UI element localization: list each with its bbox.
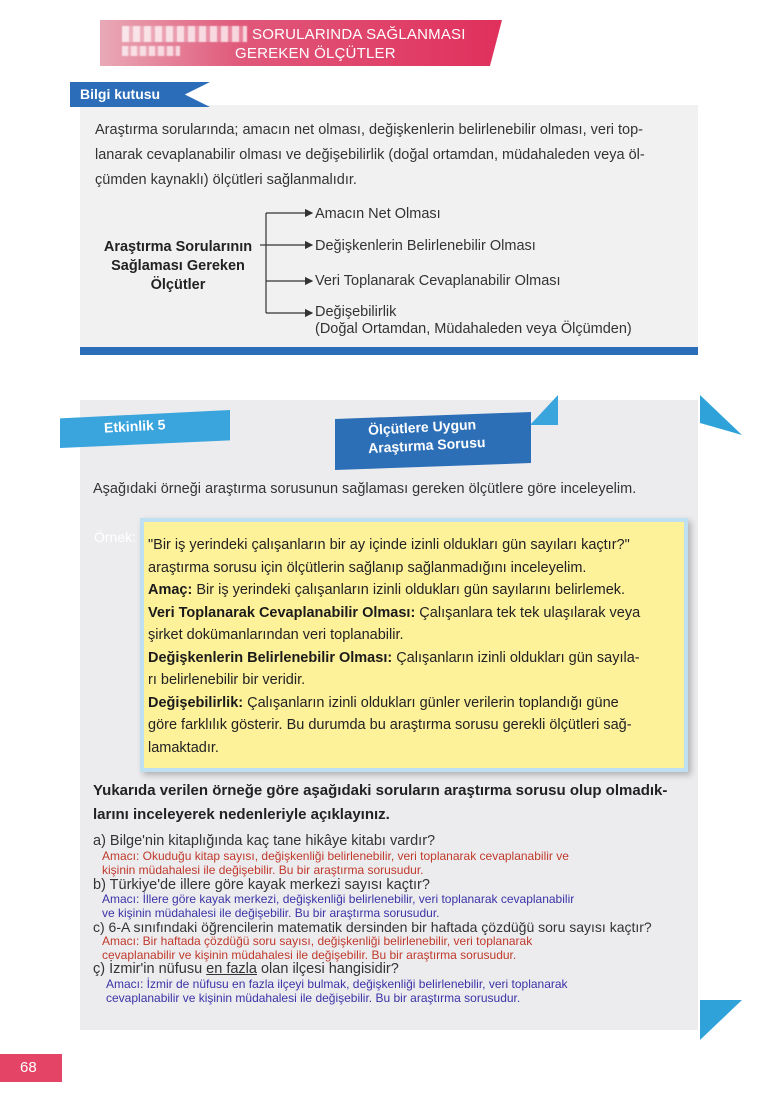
info-paragraph — [95, 118, 695, 193]
example-line: lamaktadır. — [148, 739, 219, 756]
question-text: ç) İzmir'in nüfusu — [93, 961, 207, 977]
answer-cc-line1[interactable]: Amacı: İzmir de nüfusu en fazla ilçeyi bulmak, değişkenliği belirlenebilir, veri toplanarak — [106, 977, 568, 991]
page-number: 68 — [20, 1059, 37, 1076]
example-line: rı belirlenebilir bir veridir. — [148, 672, 306, 688]
example-degis-text: Çalışanların izinli oldukları günler verilerin toplandığı güne — [243, 694, 619, 711]
example-text — [148, 534, 672, 759]
question-c-cedilla — [93, 961, 399, 977]
answer-a-line2[interactable]: kişinin müdahalesi ile değişebilir. Bu bir araştırma sorusudur. — [102, 863, 424, 877]
example-veri-label: Veri Toplanarak Cevaplanabilir Olması: — [148, 604, 416, 621]
question-text: olan ilçesi hangisidir? — [256, 961, 399, 977]
activity-title-line2: Araştırma Sorusu — [367, 433, 486, 457]
example-degisken-label: Değişkenlerin Belirlenebilir Olması: — [148, 649, 393, 666]
info-paragraph-line: çümden kaynaklı) ölçütleri sağlanmalıdır. — [95, 172, 357, 188]
question-underlined: en fazla — [206, 961, 257, 977]
criterion-item-note: (Doğal Ortamdan, Müdahaleden veya Ölçümden) — [315, 321, 632, 337]
header-blurred-text — [122, 26, 247, 42]
criteria-title-line: Ölçütler — [150, 277, 206, 293]
criteria-title — [88, 238, 268, 295]
example-amac-label: Amaç: — [148, 582, 193, 598]
criterion-item: Veri Toplanarak Cevaplanabilir Olması — [315, 273, 561, 289]
answer-c-line1[interactable]: Amacı: Bir haftada çözdüğü soru sayısı, değişkenliği belirlenebilir, veri toplanarak — [102, 934, 533, 948]
question-b: b) Türkiye'de illere göre kayak merkezi sayısı kaçtır? — [93, 877, 430, 893]
example-line: araştırma sorusu için ölçütlerin sağlanıp sağlanmadığını inceleyelim. — [148, 559, 587, 576]
example-line: şirket dokümanlarından veri toplanabilir. — [148, 627, 404, 643]
activity-tab-label: Etkinlik 5 — [103, 416, 166, 436]
example-degisken-text: Çalışanların izinli oldukları gün sayıla- — [392, 649, 640, 666]
criteria-title-line: Araştırma Sorularının — [103, 239, 253, 255]
activity-intro: Aşağıdaki örneği araştırma sorusunun sağlaması gereken ölçütlere göre inceleyelim. — [93, 481, 637, 497]
info-box-tab-label: Bilgi kutusu — [80, 86, 161, 102]
example-amac-text: Bir iş yerindeki çalışanların izinli oldukları gün sayılarını belirlemek. — [192, 582, 626, 598]
header-title-line2: GEREKEN ÖLÇÜTLER — [235, 45, 396, 62]
activity-title-line1: Ölçütlere Uygun — [367, 416, 477, 438]
header-blurred-text-small — [122, 46, 180, 56]
answer-a-line1[interactable]: Amacı: Okuduğu kitap sayısı, değişkenliği belirlenebilir, veri toplanarak cevaplanabilir ve — [102, 849, 569, 863]
question-a: a) Bilge'nin kitaplığında kaç tane hikâye kitabı vardır? — [93, 833, 436, 849]
answer-c-line2[interactable]: cevaplanabilir ve kişinin müdahalesi ile değişebilir. Bu bir araştırma sorusudur. — [102, 948, 517, 962]
header-title-line1: SORULARINDA SAĞLANMASI — [252, 26, 466, 43]
example-degis-label: Değişebilirlik: — [148, 694, 244, 711]
example-veri — [148, 602, 672, 625]
question-c: c) 6-A sınıfındaki öğrencilerin matematik dersinden bir haftada çözdüğü soru sayısı kaçtır? — [93, 919, 652, 935]
activity-corner-decoration — [700, 395, 742, 435]
info-paragraph-line: Araştırma sorularında; amacın net olması, değişkenlerin belirlenebilir olması, veri top- — [95, 122, 644, 138]
example-degisebilirlik — [148, 692, 672, 715]
criterion-item: Değişebilirlik — [315, 304, 397, 320]
answer-cc-line2[interactable]: cevaplanabilir ve kişinin müdahalesi ile değişebilir. Bu bir araştırma sorusudur. — [106, 991, 521, 1005]
example-line: "Bir iş yerindeki çalışanların bir ay içinde izinli oldukları gün sayıları kaçtır?" — [148, 537, 630, 553]
info-box-bottom-bar — [80, 347, 698, 355]
answer-b-line2[interactable]: ve kişinin müdahalesi ile değişebilir. Bu bir araştırma sorusudur. — [102, 906, 440, 920]
example-line: göre farklılık gösterir. Bu durumda bu araştırma sorusu gerekli ölçütleri sağ- — [148, 717, 632, 733]
criteria-title-line: Sağlaması Gereken — [111, 258, 245, 274]
instruction-line: Yukarıda verilen örneğe göre aşağıdaki soruların araştırma sorusu olup olmadık- — [93, 782, 668, 799]
instruction — [93, 779, 693, 827]
example-degisken — [148, 647, 672, 670]
answer-b-line1[interactable]: Amacı: İllere göre kayak merkezi, değişkenliği belirlenebilir, veri toplanarak cevaplanabilir — [102, 892, 575, 906]
example-veri-text: Çalışanlara tek tek ulaşılarak veya — [415, 604, 641, 621]
instruction-line: larını inceleyerek nedenleriyle açıklayınız. — [93, 806, 390, 823]
activity-corner-decoration — [700, 1000, 742, 1040]
example-amac — [148, 579, 672, 602]
criterion-item: Değişkenlerin Belirlenebilir Olması — [315, 238, 536, 254]
criterion-item: Amacın Net Olması — [315, 206, 441, 222]
example-label: Örnek: — [94, 529, 137, 545]
info-paragraph-line: lanarak cevaplanabilir olması ve değişebilirlik (doğal ortamdan, müdahaleden veya öl- — [95, 147, 645, 163]
